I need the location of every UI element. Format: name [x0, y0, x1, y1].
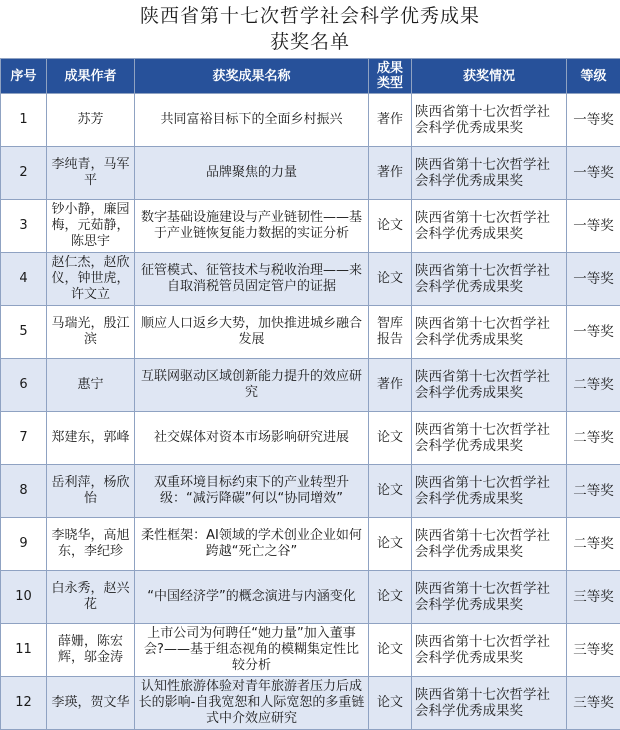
cell-num-text: 9: [4, 536, 43, 552]
cell-grade-text: 二等奖: [570, 377, 617, 393]
cell-status: [412, 571, 567, 624]
cell-title-text: 上市公司为何聘任“她力量”加入董事会?——基于组态视角的模糊集定性比较分析: [138, 626, 365, 674]
cell-status-text: 陕西省第十七次哲学社会科学优秀成果奖: [415, 104, 563, 136]
cell-title: [135, 624, 369, 677]
cell-authors: [47, 518, 135, 571]
page-subtitle: 获奖名单: [0, 29, 620, 55]
cell-authors-text: 白永秀，赵兴花: [50, 581, 131, 613]
cell-title-text: 顺应人口返乡大势，加快推进城乡融合发展: [138, 316, 365, 348]
cell-num: [1, 359, 47, 412]
cell-title: [135, 147, 369, 200]
cell-type: [369, 677, 412, 730]
cell-num-text: 1: [4, 112, 43, 128]
cell-title-text: 社交媒体对资本市场影响研究进展: [138, 430, 365, 446]
cell-num: [1, 412, 47, 465]
header-title: 获奖成果名称: [135, 59, 369, 94]
cell-num-text: 5: [4, 324, 43, 340]
cell-num-text: 11: [4, 642, 43, 658]
cell-grade: [567, 200, 620, 253]
cell-status: [412, 518, 567, 571]
cell-num-text: 4: [4, 271, 43, 287]
cell-type-text: 论文: [372, 483, 408, 499]
cell-status: [412, 94, 567, 147]
table-row: [1, 412, 620, 465]
cell-grade-text: 二等奖: [570, 430, 617, 446]
cell-status-text: 陕西省第十七次哲学社会科学优秀成果奖: [415, 581, 563, 613]
cell-authors: [47, 359, 135, 412]
cell-title-text: “中国经济学”的概念演进与内涵变化: [138, 589, 365, 605]
cell-grade: [567, 306, 620, 359]
cell-grade-text: 一等奖: [570, 165, 617, 181]
cell-type: [369, 465, 412, 518]
cell-grade: [567, 253, 620, 306]
cell-title-text: 柔性框架：AI领域的学术创业企业如何跨越“死亡之谷”: [138, 528, 365, 560]
cell-num-text: 6: [4, 377, 43, 393]
cell-grade-text: 三等奖: [570, 695, 617, 711]
cell-status: [412, 412, 567, 465]
cell-type: [369, 518, 412, 571]
cell-num-text: 3: [4, 218, 43, 234]
cell-status-text: 陕西省第十七次哲学社会科学优秀成果奖: [415, 422, 563, 454]
table-row: [1, 253, 620, 306]
cell-grade-text: 二等奖: [570, 483, 617, 499]
cell-num: [1, 147, 47, 200]
cell-title: [135, 359, 369, 412]
cell-type-text: 智库报告: [372, 316, 408, 348]
cell-status: [412, 677, 567, 730]
cell-status: [412, 147, 567, 200]
cell-title: [135, 200, 369, 253]
cell-title: [135, 518, 369, 571]
cell-grade: [567, 412, 620, 465]
cell-num: [1, 624, 47, 677]
cell-status-text: 陕西省第十七次哲学社会科学优秀成果奖: [415, 210, 563, 242]
cell-type-text: 著作: [372, 112, 408, 128]
cell-authors: [47, 571, 135, 624]
cell-num: [1, 306, 47, 359]
cell-title: [135, 253, 369, 306]
cell-authors: [47, 624, 135, 677]
cell-status-text: 陕西省第十七次哲学社会科学优秀成果奖: [415, 369, 563, 401]
table-row: [1, 677, 620, 730]
table-row: [1, 147, 620, 200]
cell-authors-text: 惠宁: [50, 377, 131, 393]
cell-num: [1, 465, 47, 518]
cell-authors-text: 苏芳: [50, 112, 131, 128]
cell-authors-text: 钞小静，廉园梅，元茹静，陈思宇: [50, 202, 131, 250]
cell-title: [135, 571, 369, 624]
cell-authors-text: 李晓华，高旭东，李纪珍: [50, 528, 131, 560]
cell-type: [369, 200, 412, 253]
cell-status: [412, 253, 567, 306]
cell-status: [412, 306, 567, 359]
table-row: [1, 306, 620, 359]
cell-grade-text: 二等奖: [570, 536, 617, 552]
cell-type-text: 论文: [372, 271, 408, 287]
cell-type: [369, 412, 412, 465]
cell-status: [412, 359, 567, 412]
cell-grade: [567, 518, 620, 571]
cell-grade: [567, 359, 620, 412]
cell-authors: [47, 94, 135, 147]
cell-status-text: 陕西省第十七次哲学社会科学优秀成果奖: [415, 263, 563, 295]
page-title-block: [0, 0, 620, 58]
cell-num: [1, 571, 47, 624]
cell-status-text: 陕西省第十七次哲学社会科学优秀成果奖: [415, 528, 563, 560]
cell-type-text: 论文: [372, 430, 408, 446]
table-header-row: [1, 59, 620, 94]
page-title: 陕西省第十七次哲学社会科学优秀成果: [0, 0, 620, 29]
cell-authors: [47, 465, 135, 518]
cell-grade-text: 三等奖: [570, 589, 617, 605]
cell-type-text: 论文: [372, 642, 408, 658]
cell-num: [1, 200, 47, 253]
cell-type-text: 著作: [372, 377, 408, 393]
cell-type: [369, 147, 412, 200]
cell-type: [369, 306, 412, 359]
awards-table: [0, 58, 620, 730]
cell-grade: [567, 571, 620, 624]
cell-grade: [567, 94, 620, 147]
cell-title: [135, 94, 369, 147]
cell-title-text: 双重环境目标约束下的产业转型升级：“减污降碳”何以“协同增效”: [138, 475, 365, 507]
cell-num: [1, 94, 47, 147]
cell-title: [135, 412, 369, 465]
header-num: 序号: [1, 59, 47, 94]
cell-authors-text: 李瑛，贺文华: [50, 695, 131, 711]
cell-type-text: 论文: [372, 695, 408, 711]
table-row: [1, 518, 620, 571]
cell-authors-text: 马瑞光，殷江滨: [50, 316, 131, 348]
cell-type: [369, 624, 412, 677]
header-type: 成果类型: [369, 59, 412, 94]
cell-grade-text: 一等奖: [570, 324, 617, 340]
table-row: [1, 94, 620, 147]
cell-type: [369, 571, 412, 624]
cell-authors: [47, 412, 135, 465]
cell-status-text: 陕西省第十七次哲学社会科学优秀成果奖: [415, 157, 563, 189]
cell-authors: [47, 253, 135, 306]
cell-grade-text: 一等奖: [570, 112, 617, 128]
cell-title-text: 征管模式、征管技术与税收治理——来自取消税管员固定管户的证据: [138, 263, 365, 295]
cell-grade-text: 一等奖: [570, 218, 617, 234]
cell-authors-text: 李纯青，马军平: [50, 157, 131, 189]
cell-title-text: 认知性旅游体验对青年旅游者压力后成长的影响-自我宽恕和人际宽恕的多重链式中介效应研究: [138, 679, 365, 727]
cell-authors-text: 薛姗，陈宏辉，邬金涛: [50, 634, 131, 666]
cell-status: [412, 465, 567, 518]
cell-status: [412, 624, 567, 677]
cell-num: [1, 677, 47, 730]
cell-title-text: 品牌聚焦的力量: [138, 165, 365, 181]
cell-grade: [567, 147, 620, 200]
table-row: [1, 571, 620, 624]
cell-title-text: 共同富裕目标下的全面乡村振兴: [138, 112, 365, 128]
cell-type-text: 著作: [372, 165, 408, 181]
cell-authors-text: 岳利萍，杨欣怡: [50, 475, 131, 507]
cell-status: [412, 200, 567, 253]
table-row: [1, 465, 620, 518]
cell-title: [135, 306, 369, 359]
header-status: 获奖情况: [412, 59, 567, 94]
cell-authors: [47, 200, 135, 253]
cell-grade: [567, 624, 620, 677]
cell-status-text: 陕西省第十七次哲学社会科学优秀成果奖: [415, 475, 563, 507]
cell-authors: [47, 306, 135, 359]
cell-grade-text: 一等奖: [570, 271, 617, 287]
cell-grade: [567, 677, 620, 730]
cell-num-text: 2: [4, 165, 43, 181]
table-row: [1, 359, 620, 412]
cell-title: [135, 465, 369, 518]
cell-authors-text: 郑建东，郭峰: [50, 430, 131, 446]
cell-title: [135, 677, 369, 730]
cell-num: [1, 518, 47, 571]
table-row: [1, 624, 620, 677]
cell-status-text: 陕西省第十七次哲学社会科学优秀成果奖: [415, 316, 563, 348]
cell-status-text: 陕西省第十七次哲学社会科学优秀成果奖: [415, 634, 563, 666]
cell-authors: [47, 147, 135, 200]
cell-type-text: 论文: [372, 589, 408, 605]
cell-num-text: 8: [4, 483, 43, 499]
cell-num: [1, 253, 47, 306]
cell-type-text: 论文: [372, 218, 408, 234]
cell-title-text: 互联网驱动区域创新能力提升的效应研究: [138, 369, 365, 401]
cell-grade: [567, 465, 620, 518]
cell-type: [369, 359, 412, 412]
cell-num-text: 10: [4, 589, 43, 605]
cell-authors: [47, 677, 135, 730]
cell-title-text: 数字基础设施建设与产业链韧性——基于产业链恢复能力数据的实证分析: [138, 210, 365, 242]
cell-grade-text: 三等奖: [570, 642, 617, 658]
table-row: [1, 200, 620, 253]
cell-num-text: 7: [4, 430, 43, 446]
cell-type-text: 论文: [372, 536, 408, 552]
header-authors: 成果作者: [47, 59, 135, 94]
cell-num-text: 12: [4, 695, 43, 711]
cell-type: [369, 253, 412, 306]
header-grade: 等级: [567, 59, 620, 94]
cell-authors-text: 赵仁杰，赵欣仪，钟世虎，许文立: [50, 255, 131, 303]
cell-type: [369, 94, 412, 147]
cell-status-text: 陕西省第十七次哲学社会科学优秀成果奖: [415, 687, 563, 719]
table-body: [1, 94, 620, 730]
